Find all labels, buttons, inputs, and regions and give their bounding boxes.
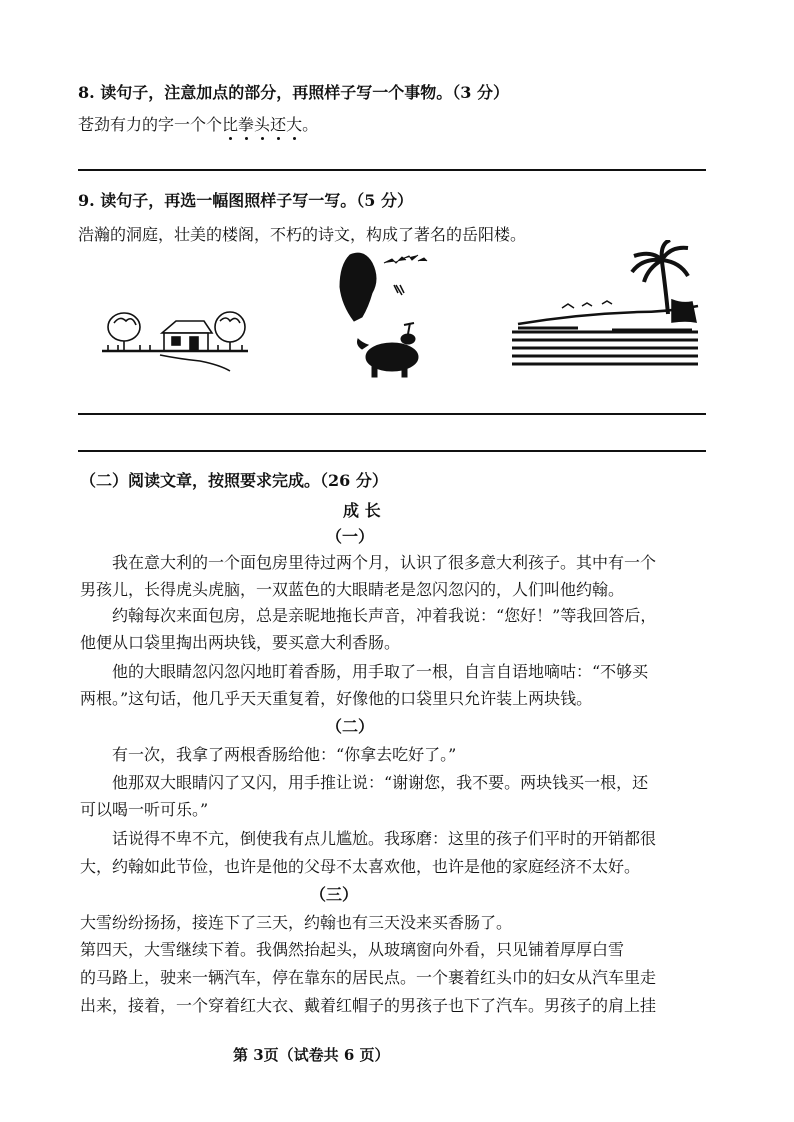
- dotted-emphasis: [222, 115, 302, 134]
- paragraph-line: 他那双大眼睛闪了又闪，用手推让说：“谢谢您，我不要。两块钱买一根，还: [112, 773, 649, 792]
- paragraph-line: 大雪纷纷扬扬，接连下了三天，约翰也有三天没来买香肠了。: [80, 913, 513, 932]
- example-prefix: 苍劲有力的字一个个: [78, 115, 223, 134]
- paragraph-line: 男孩儿，长得虎头虎脑，一双蓝色的大眼睛老是忽闪忽闪的，人们叫他约翰。: [80, 580, 625, 599]
- dotted-char: 还: [270, 115, 287, 134]
- example-suffix: 。: [302, 115, 319, 134]
- dotted-char: 大: [286, 115, 303, 134]
- answer-line: [78, 450, 706, 452]
- question-8-example: [78, 112, 318, 135]
- paragraph-line: 有一次，我拿了两根香肠给他：“你拿去吃好了。”: [112, 745, 457, 764]
- part-label: （二）: [326, 717, 375, 736]
- paragraph-line: 两根。”这句话，他几乎天天重复着，好像他的口袋里只允许装上两块钱。: [80, 689, 593, 708]
- question-9-example: 浩瀚的洞庭，壮美的楼阁，不朽的诗文，构成了著名的岳阳楼。: [78, 225, 527, 244]
- paragraph-line: 大，约翰如此节俭，也许是他的父母不太喜欢他，也许是他的家庭经济不太好。: [80, 857, 641, 876]
- dotted-char: 比: [222, 115, 239, 134]
- paragraph-line: 话说得不卑不亢，倒使我有点儿尴尬。我琢磨：这里的孩子们平时的开销都很: [112, 829, 657, 848]
- buffalo-bird-tree-icon: [332, 245, 452, 380]
- paragraph-line: 第四天，大雪继续下着。我偶然抬起头，从玻璃窗向外看，只见铺着厚厚白雪: [80, 940, 625, 959]
- section-heading: （二）阅读文章，按照要求完成。（26 分）: [80, 471, 388, 490]
- part-label: （一）: [326, 527, 375, 546]
- paragraph-line: 出来，接着，一个穿着红大衣、戴着红帽子的男孩子也下了汽车。男孩子的肩上挂: [80, 996, 657, 1015]
- village-house-trees-icon: [100, 305, 250, 377]
- answer-line: [78, 169, 706, 171]
- paragraph-line: 我在意大利的一个面包房里待过两个月，认识了很多意大利孩子。其中有一个: [112, 553, 657, 572]
- answer-line: [78, 413, 706, 415]
- paragraph-line: 可以喝一听可乐。”: [80, 800, 209, 819]
- dotted-char: 头: [254, 115, 271, 134]
- paragraph-line: 他的大眼睛忽闪忽闪地盯着香肠，用手取了一根，自言自语地嘀咕：“不够买: [112, 662, 649, 681]
- page-footer: 第 3页（试卷共 6 页）: [233, 1046, 390, 1064]
- part-label: （三）: [310, 885, 359, 904]
- question-8-prompt: 8. 读句子，注意加点的部分，再照样子写一个事物。（3 分）: [78, 83, 509, 102]
- question-9-prompt: 9. 读句子，再选一幅图照样子写一写。（5 分）: [78, 191, 413, 210]
- dotted-char: 拳: [238, 115, 255, 134]
- article-title: 成 长: [343, 501, 381, 520]
- palm-beach-sea-icon: [512, 240, 702, 375]
- paragraph-line: 约翰每次来面包房，总是亲昵地拖长声音，冲着我说：“您好！”等我回答后，: [112, 606, 657, 625]
- paragraph-line: 他便从口袋里掏出两块钱，要买意大利香肠。: [80, 633, 401, 652]
- paragraph-line: 的马路上，驶来一辆汽车，停在靠东的居民点。一个裹着红头巾的妇女从汽车里走: [80, 968, 657, 987]
